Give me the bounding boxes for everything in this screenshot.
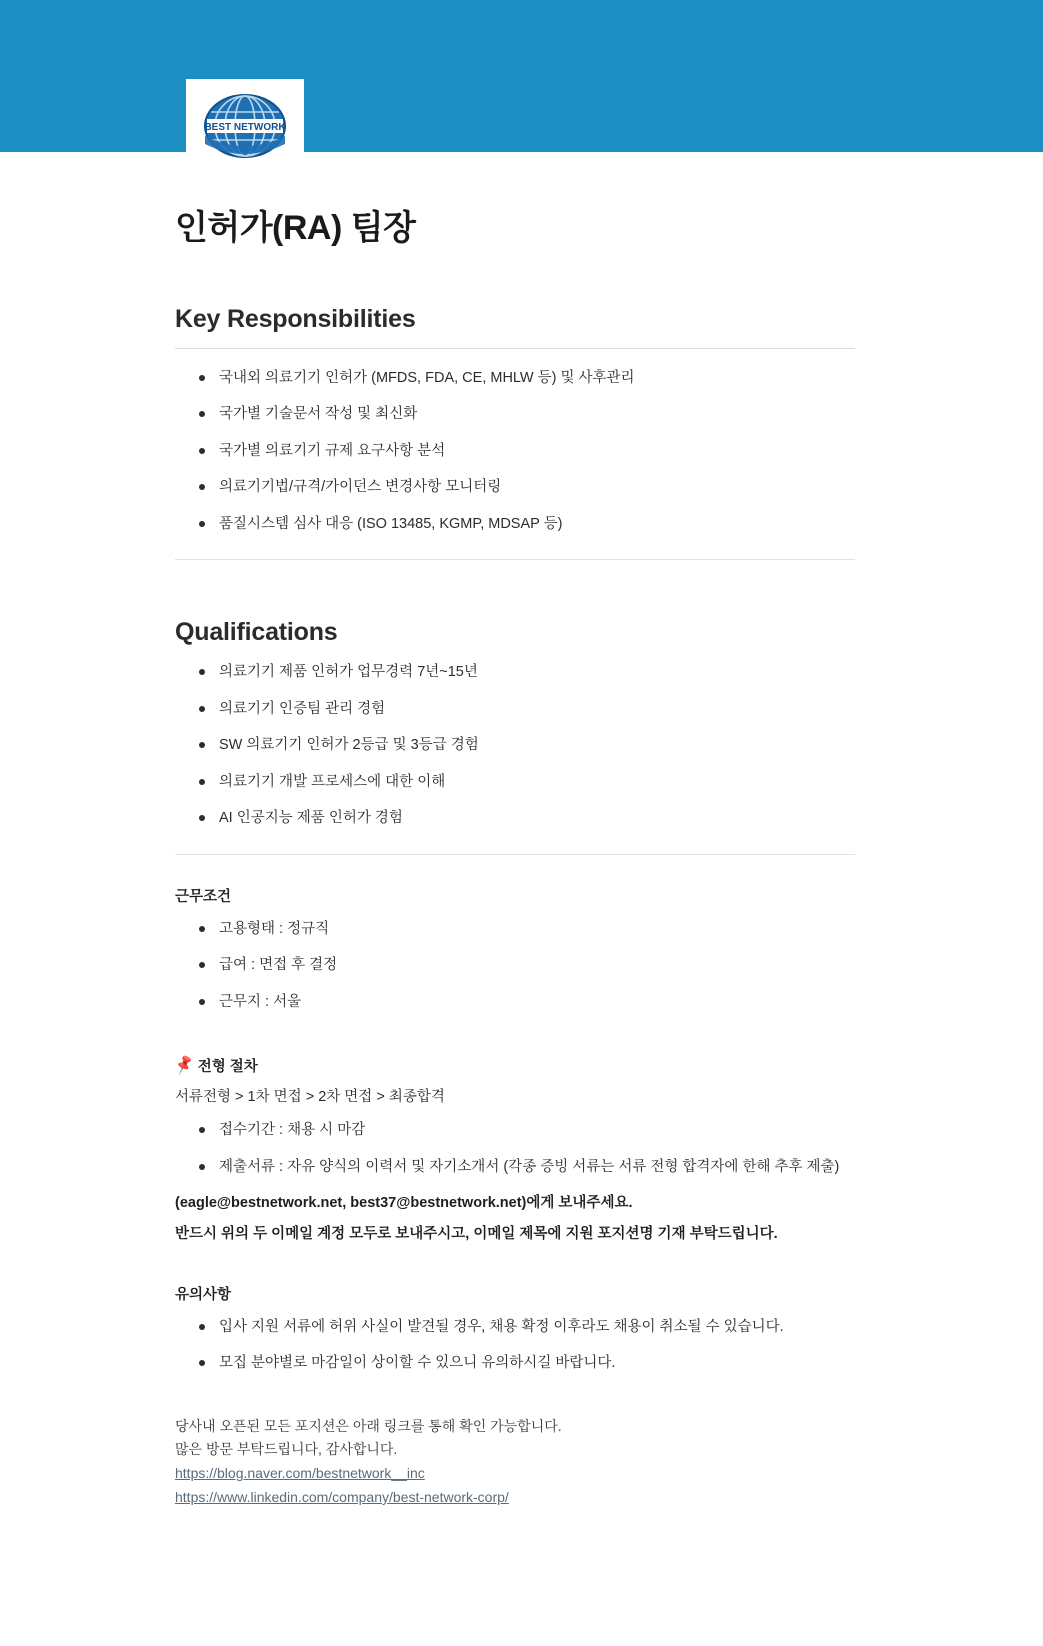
- divider: [175, 854, 855, 855]
- footer-links-block: [175, 1415, 855, 1510]
- email-instruction: (eagle@bestnetwork.net, best37@bestnetwork.net)에게 보내주세요.: [175, 1195, 633, 1212]
- list-item: 국내외 의료기기 인허가 (MFDS, FDA, CE, MHLW 등) 및 사후관리: [219, 367, 855, 389]
- list-item: 고용형태 : 정규직: [219, 918, 855, 940]
- divider: [175, 348, 855, 349]
- section-heading-qualifications: Qualifications: [175, 618, 338, 647]
- spacer: [175, 1255, 855, 1283]
- process-flow: 서류전형 > 1차 면접 > 2차 면접 > 최종합격: [175, 1089, 445, 1106]
- blog-link[interactable]: https://blog.naver.com/bestnetwork__inc: [175, 1465, 425, 1482]
- logo-text: BEST NETWORK: [204, 122, 286, 133]
- list-item: 의료기기 제품 인허가 업무경력 7년~15년: [219, 661, 855, 683]
- submission-notice: 반드시 위의 두 이메일 계정 모두로 보내주시고, 이메일 제목에 지원 포지션명 기재 부탁드립니다.: [175, 1226, 778, 1243]
- list-item: 의료기기법/규격/가이던스 변경사항 모니터링: [219, 476, 855, 498]
- pin-icon: 📌: [172, 1054, 197, 1077]
- list-item: 품질시스템 심사 대응 (ISO 13485, KGMP, MDSAP 등): [219, 513, 855, 535]
- list-item: 접수기간 : 채용 시 마감: [219, 1119, 855, 1141]
- list-item: 국가별 기술문서 작성 및 최신화: [219, 403, 855, 425]
- qualifications-list: [175, 661, 855, 829]
- footer-line-1: 당사내 오픈된 모든 포지션은 아래 링크를 통해 확인 가능합니다.: [175, 1417, 562, 1434]
- list-item: 의료기기 개발 프로세스에 대한 이해: [219, 771, 855, 793]
- list-item: 급여 : 면접 후 결정: [219, 954, 855, 976]
- responsibilities-list: [175, 367, 855, 535]
- list-item: 의료기기 인증팀 관리 경험: [219, 698, 855, 720]
- page-title: 인허가(RA) 팀장: [175, 209, 416, 247]
- conditions-list: [175, 918, 855, 1013]
- list-item: 제출서류 : 자유 양식의 이력서 및 자기소개서 (각종 증빙 서류는 서류 전형 합격자에 한해 추후 제출): [219, 1156, 855, 1178]
- list-item: 근무지 : 서울: [219, 991, 855, 1013]
- list-item: 입사 지원 서류에 허위 사실이 발견될 경우, 채용 확정 이후라도 채용이 취소될 수 있습니다.: [219, 1316, 855, 1338]
- subheading-conditions: 근무조건: [175, 888, 232, 905]
- subheading-process-label: 전형 절차: [197, 1059, 258, 1076]
- footer-line-2: 많은 방문 부탁드립니다, 감사합니다.: [175, 1441, 398, 1458]
- header-band: [0, 0, 1043, 152]
- document-body: [172, 200, 855, 1510]
- company-logo: [186, 79, 304, 177]
- list-item: AI 인공지능 제품 인허가 경험: [219, 807, 855, 829]
- list-item: SW 의료기기 인허가 2등급 및 3등급 경험: [219, 734, 855, 756]
- cautions-list: [175, 1316, 855, 1375]
- spacer: [175, 590, 855, 618]
- process-list: [175, 1119, 855, 1178]
- linkedin-link[interactable]: https://www.linkedin.com/company/best-network-corp/: [175, 1488, 509, 1505]
- spacer: [175, 1027, 855, 1055]
- list-item: 국가별 의료기기 규제 요구사항 분석: [219, 440, 855, 462]
- subheading-cautions: 유의사항: [175, 1286, 232, 1303]
- list-item: 모집 분야별로 마감일이 상이할 수 있으니 유의하시길 바랍니다.: [219, 1352, 855, 1374]
- divider: [175, 559, 855, 560]
- best-network-logo-icon: [197, 86, 293, 170]
- section-heading-responsibilities: Key Responsibilities: [175, 305, 416, 333]
- subheading-process: [172, 1054, 855, 1077]
